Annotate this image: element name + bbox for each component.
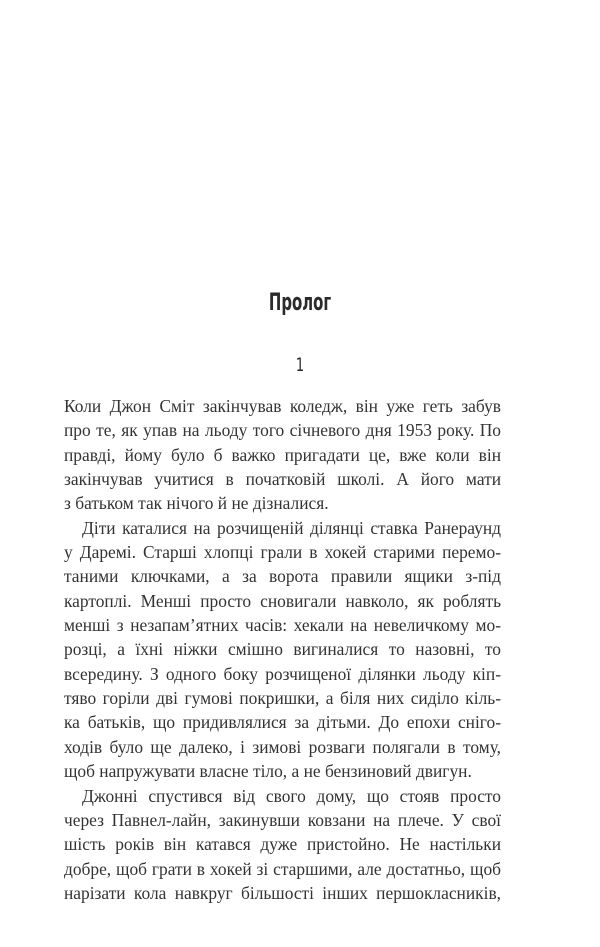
text-line: ходів було ще далеко, і зимові розваги полягали в тому, <box>64 736 501 757</box>
text-line: розці, а їхні ніжки смішно вигиналися то назовні, то <box>64 639 501 660</box>
text-line: про те, як упав на льоду того січневого дня 1953 року. По <box>64 420 501 441</box>
text-line: у Даремі. Старші хлопці грали в хокей старими перемо- <box>64 542 501 563</box>
text-line: менші з незапам’ятних часів: хекали на невеличкому мо- <box>64 615 501 636</box>
text-line: таними ключками, а за ворота правили ящики з-під <box>64 566 501 587</box>
text-line: Коли Джон Сміт закінчував коледж, він уже геть забув <box>64 396 501 416</box>
body-text <box>64 394 501 905</box>
text-line: ка батьків, що придивлялися за дітьми. До епохи сніго- <box>64 712 501 733</box>
text-line: щоб напружувати власне тіло, а не бензиновий двигун. <box>64 761 472 782</box>
text-line: Діти каталися на розчищеній ділянці ставка Ранераунд <box>82 517 501 538</box>
chapter-title: Пролог <box>268 288 332 316</box>
text-line: закінчував учитися в початковій школі. А його мати <box>64 469 501 490</box>
text-line: нарізати кола навкруг більшості інших першокласників, <box>64 882 501 903</box>
section-number: 1 <box>295 354 305 376</box>
text-line: добре, щоб грати в хокей зі старшими, але достатньо, щоб <box>64 858 501 879</box>
text-line: через Павнел-лайн, закинувши ковзани на плече. У свої <box>64 809 501 830</box>
text-line: Джонні спустився від свого дому, що стояв просто <box>82 785 501 806</box>
text-line: всередину. З одного боку розчищеної ділянки льоду кіп- <box>64 663 501 684</box>
text-line: тяво горіли дві гумові покришки, а біля них сиділо кіль- <box>64 688 501 709</box>
text-line: правді, йому було б важко пригадати це, вже коли він <box>64 444 501 465</box>
text-line: шість років він катався дуже пристойно. Не настільки <box>64 834 501 855</box>
text-line: з батьком так нічого й не дізналися. <box>64 493 329 514</box>
text-line: картоплі. Менші просто сновигали навколо, як роблять <box>64 590 501 611</box>
